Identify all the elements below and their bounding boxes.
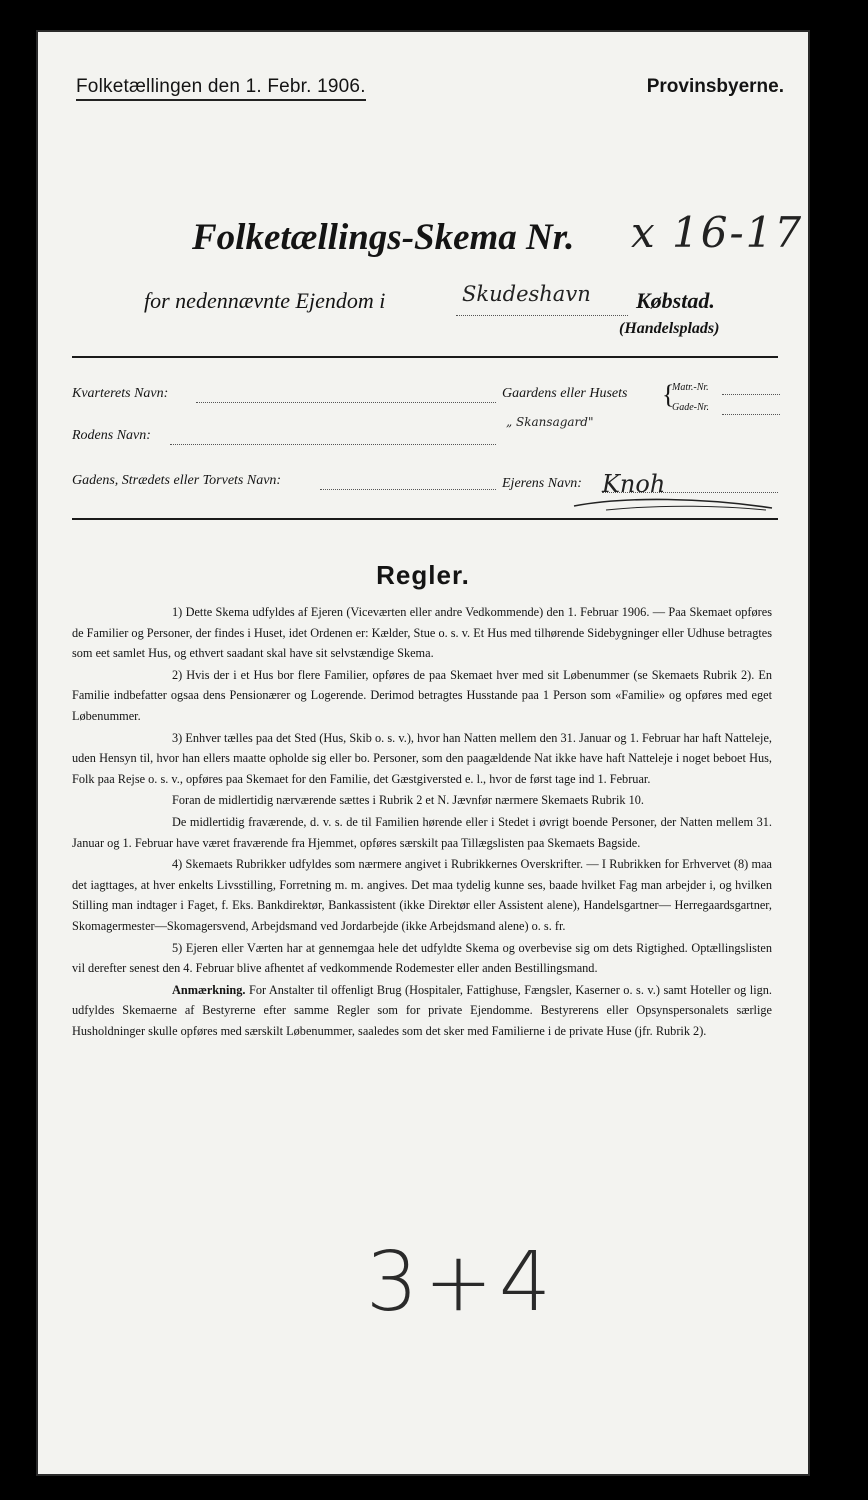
owner-signature: Knoh <box>602 470 666 498</box>
town-name-handwritten: Skudeshavn <box>462 282 591 306</box>
rule-3-midlertidig-fravaerende: De midlertidig fraværende, d. v. s. de til Familien hørende eller i Stedet i øvrigt boende Personer, der Natten mellem 31. Januar og 1. Februar have været fraværende fra Hjemmet, opføres særskilt paa Tillægslisten paa Skemaets Bagside. <box>72 814 772 850</box>
region-label: Provinsbyerne. <box>646 76 784 97</box>
note-paragraph <box>72 980 772 1042</box>
note-label: Anmærkning. <box>172 982 246 997</box>
rules-heading: Regler. <box>376 560 470 590</box>
rode-dotted-line <box>170 444 496 445</box>
kvarter-dotted-line <box>196 402 496 403</box>
gade-nr-label: Gade-Nr. <box>672 402 709 413</box>
form-title: Folketællings-Skema Nr. <box>192 217 575 258</box>
handwritten-count: 3+4 <box>366 1235 558 1330</box>
rule-4: 4) Skemaets Rubrikker udfyldes som nærmere angivet i Rubrikkernes Overskrifter. — I Rubrikken for Erhvervet (8) maa det iagttages, at hver enkelts Livsstilling, Forretning m. m. angives. Det maa tydelig kunne ses, baade hvilket Fag man arbejder i, og hvilken Stilling man indtager i Faget, f. Eks. Bankdirektør, Bankassistent (ikke Direktør eller Assistent alene), Handelsgartner— Herregaardsgartner, Skomagermester—Skomagersvend, Arbejdsmand ved Jordarbejde (ikke Arbejdsmand alene) o. s. fr. <box>72 857 772 933</box>
brace-glyph: { <box>662 380 675 409</box>
gaard-label: Gaardens eller Husets <box>502 386 628 401</box>
kvarter-label: Kvarterets Navn: <box>72 386 169 401</box>
rules-body <box>72 602 772 1042</box>
census-form-page <box>36 30 810 1476</box>
rule-2: 2) Hvis der i et Hus bor flere Familier, opføres de paa Skemaet hver med sit Løbenummer (se Skemaets Rubrik 2). En Familie indbefatter ogsaa dens Pensionærer og Logerende. Derimod betragtes Husstande paa 1 Person som «Familie» og opføres med eget Løbenummer. <box>72 667 772 723</box>
handelsplads-label: (Handelsplads) <box>619 320 720 337</box>
matr-nr-label: Matr.-Nr. <box>672 382 709 393</box>
matr-dotted-line <box>722 394 780 395</box>
town-dotted-line <box>456 315 628 316</box>
signature-flourish <box>566 494 778 514</box>
bottom-divider <box>72 518 778 520</box>
rule-1: 1) Dette Skema udfyldes af Ejeren (Viceværten eller andre Vedkommende) den 1. Februar 1906. — Paa Skemaet opføres de Familier og Personer, der findes i Huset, idet Ordenen er: Kælder, Stue o. s. v. Et Hus med tilhørende Sidebygninger eller Udhuse betragtes som eet samlet Hus, og ethvert saadant skal have sit selvstændige Skema. <box>72 605 772 661</box>
gade-dotted-line <box>320 489 496 490</box>
gaard-name-handwritten: „ Skansagard" <box>506 415 594 429</box>
rule-3: 3) Enhver tælles paa det Sted (Hus, Skib o. s. v.), hvor han Natten mellem den 31. Januar og 1. Februar har haft Natteleje, uden Hensyn til, hvor han ellers maatte opholde sig eller bo. Personer, som den paagældende Nat ikke have haft Natteleje i noget beboet Hus, Folk paa Rejse o. s. v., opføres paa Skemaet for den Familie, det Gæstgiversted e. l., hvor de først tage ind 1. Februar. <box>72 730 772 786</box>
census-header-title: Folketællingen den 1. Febr. 1906. <box>76 76 366 101</box>
property-line-prefix: for nedennævnte Ejendom i <box>144 288 386 313</box>
note-text: For Anstalter til offenligt Brug (Hospitaler, Fattighuse, Fængsler, Kaserner o. s. v.) samt Hoteller og lign. udfyldes Skemaerne af Bestyrerne efter samme Regler som for private Ejendomme. Bestyrerens eller Opsynspersonalets særlige Husholdninger skulle opføres med særskilt Løbenummer, saaledes som det sker med Familierne i de private Huse (jfr. Rubrik 2). <box>72 982 772 1038</box>
rule-5: 5) Ejeren eller Værten har at gennemgaa hele det udfyldte Skema og overbevise sig om dets Rigtighed. Optællingslisten vil derefter senest den 4. Februar blive afhentet af vedkommende Rodemester eller anden Bestillingsmand. <box>72 940 772 976</box>
rode-label: Rodens Navn: <box>72 428 151 443</box>
gade-label: Gadens, Strædets eller Torvets Navn: <box>72 473 282 488</box>
kobstad-label: Købstad. <box>636 288 715 313</box>
rule-3-midlertidig-naervaerende: Foran de midlertidig nærværende sættes i Rubrik 2 et N. Jævnfør nærmere Skemaets Rubrik 10. <box>172 793 645 808</box>
form-number-handwritten: x 16-17 <box>631 208 804 257</box>
gade-nr-dotted-line <box>722 414 780 415</box>
top-divider <box>72 356 778 358</box>
ejer-label: Ejerens Navn: <box>502 476 582 491</box>
